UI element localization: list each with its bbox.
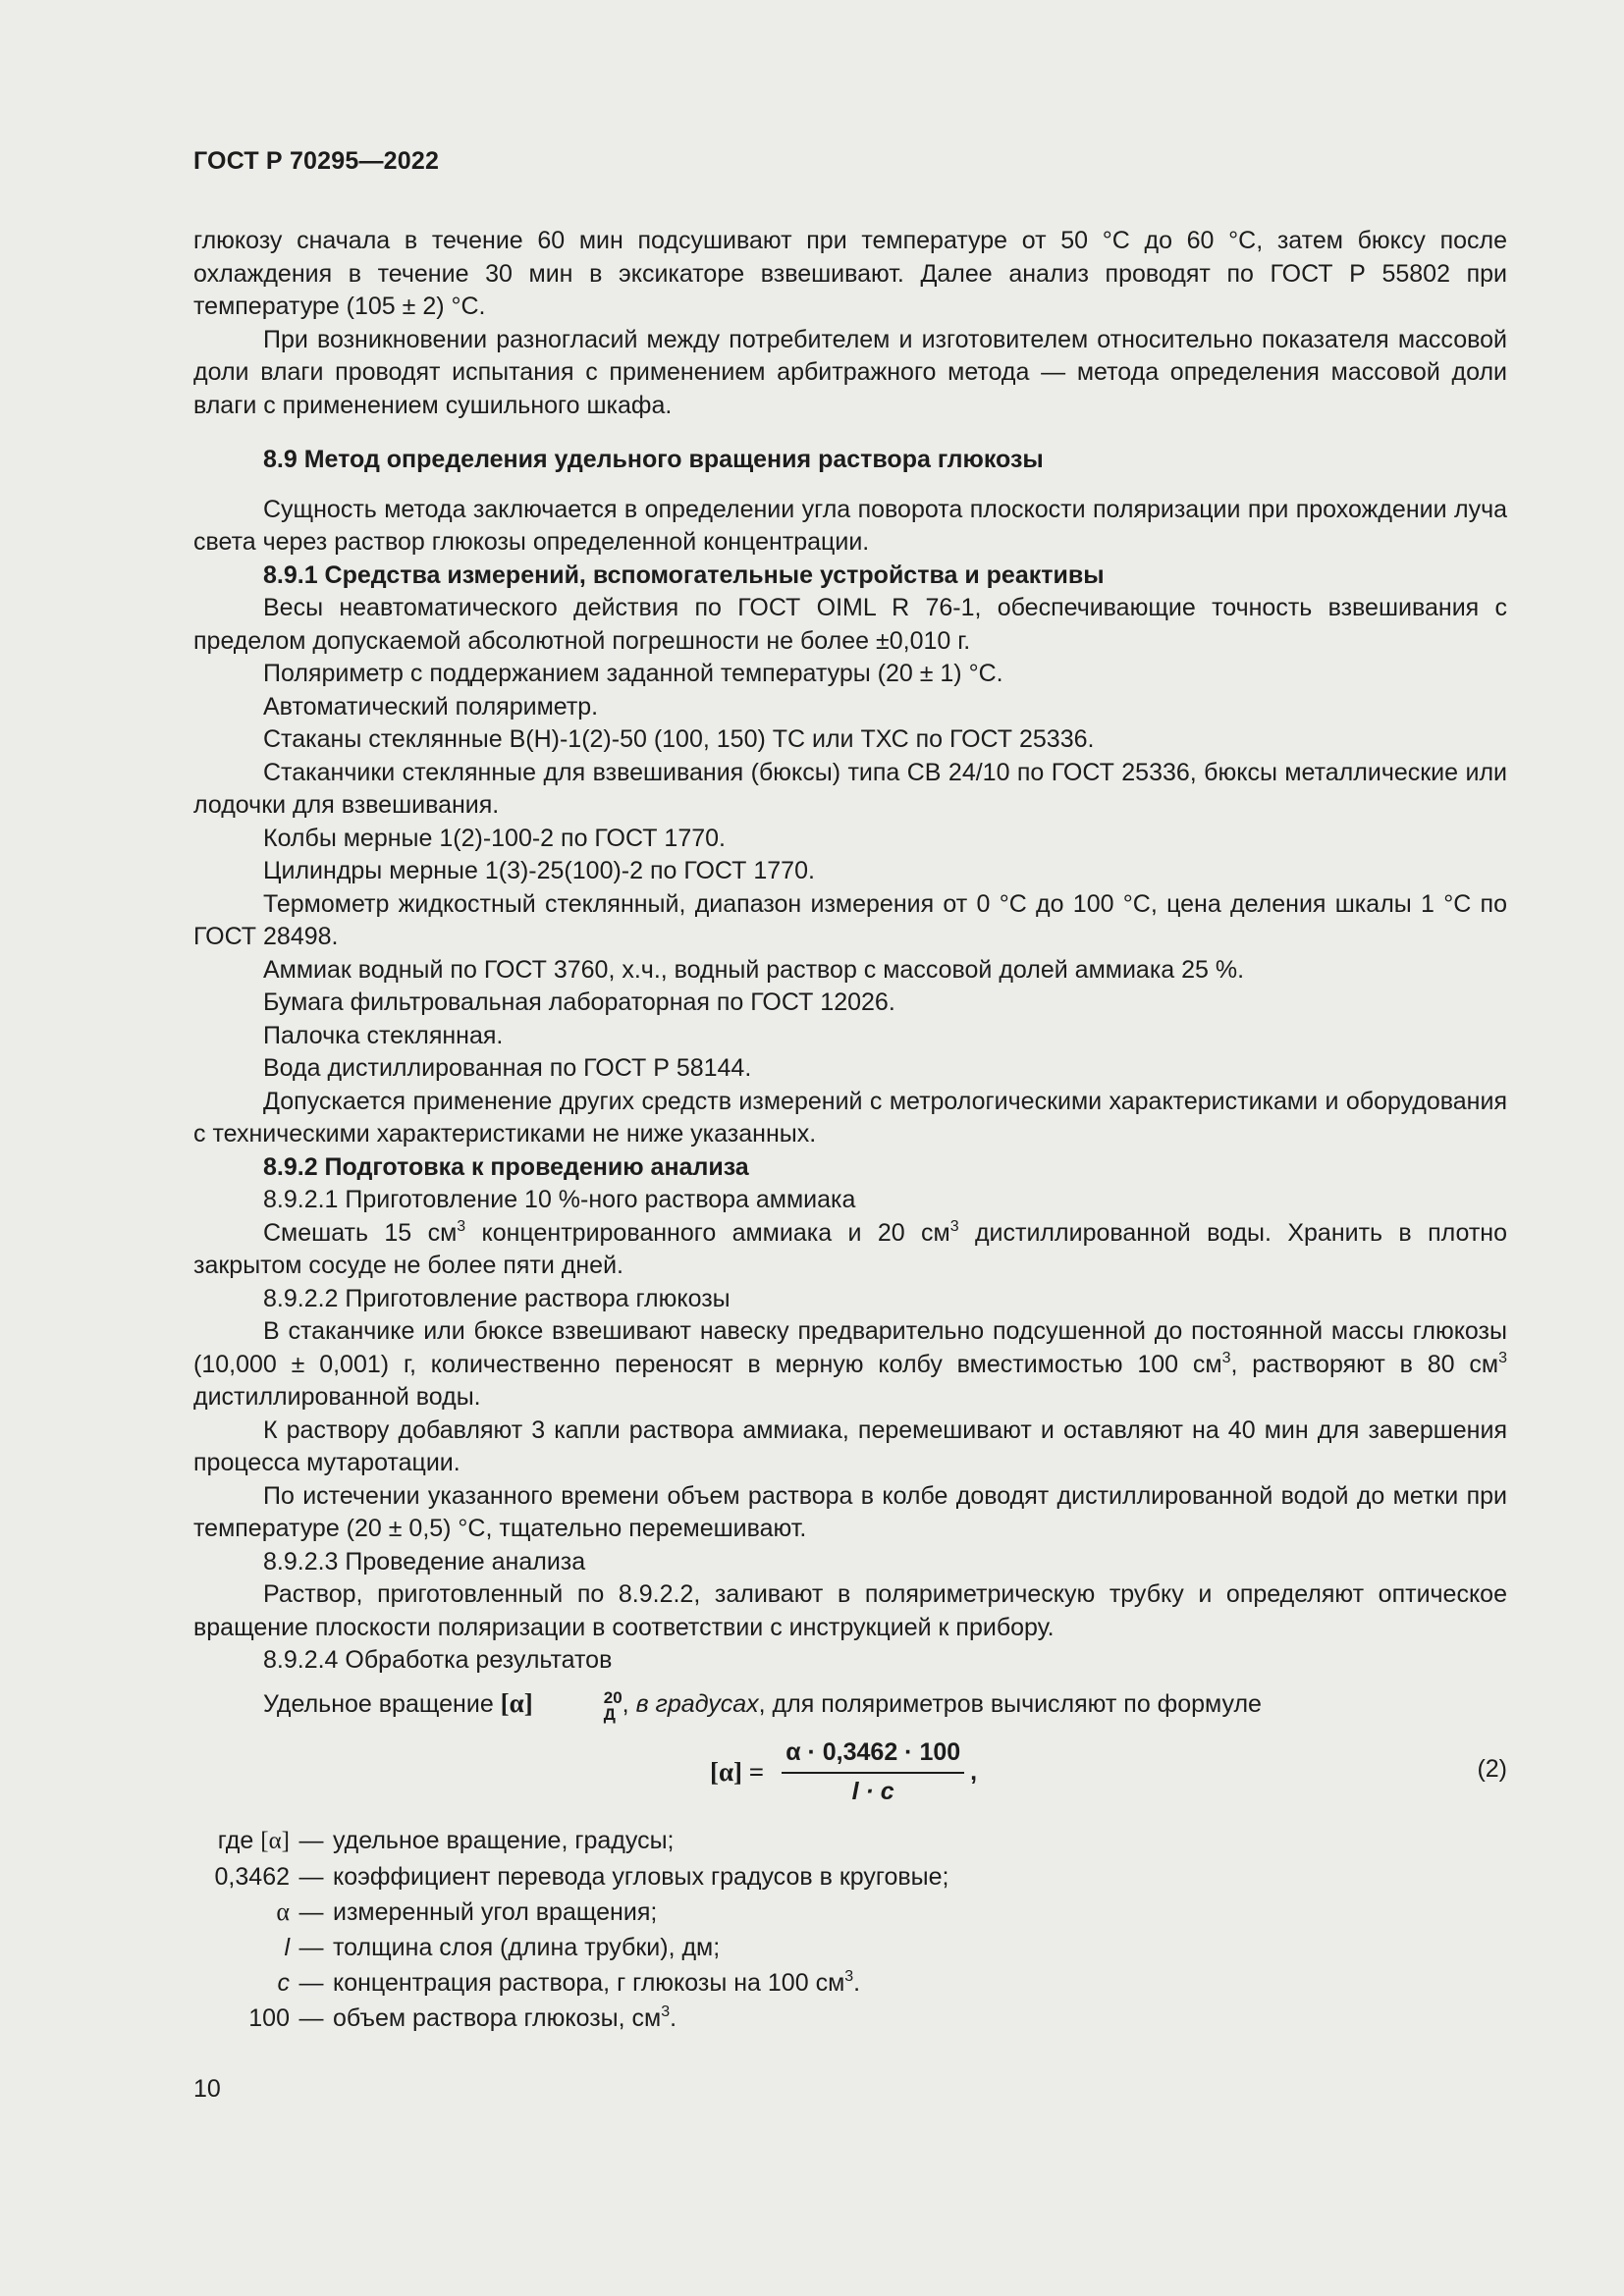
list-item: Бумага фильтровальная лабораторная по ГОСТ 12026. xyxy=(263,988,895,1016)
paragraph: При возникновении разногласий между потребителем и изготовителем относительно показателя массовой доли влаги проводят испытания с применением арбитражного метода — метода определения массовой доли влаги с применением сушильного шкафа. xyxy=(193,325,1507,419)
formula-block xyxy=(193,1736,1507,1803)
formula xyxy=(710,1736,977,1809)
list-item: Палочка стеклянная. xyxy=(263,1021,504,1049)
paragraph: Смешать 15 $см^3$ концентрированного аммиака и 20 $см^3$ дистиллированной воды. Хранить в плотно закрытом сосуде не более пяти дней. xyxy=(193,1217,1507,1279)
legend-description: толщина слоя (длина трубки), дм; xyxy=(333,1933,721,1961)
standard-designation: ГОСТ Р 70295—2022 xyxy=(193,147,440,175)
legend-description: концентрация раствора, г глюкозы на 100 $см^3$. xyxy=(333,1967,861,1997)
list-item: Весы неавтоматического действия по ГОСТ OIML R 76-1, обеспечивающие точность взвешивания с пределом допускаемой абсолютной погрешности не более ±0,010 г. xyxy=(193,594,1507,655)
list-item: Колбы мерные 1(2)-100-2 по ГОСТ 1770. xyxy=(263,824,726,852)
legend-row: c — концентрация раствора, г глюкозы на 100 $см^3$. xyxy=(193,1965,1507,2001)
formula-legend xyxy=(193,1823,1507,2036)
legend-symbol: l xyxy=(284,1933,290,1961)
formula-number: (2) xyxy=(1477,1754,1507,1783)
legend-symbol: 100 xyxy=(248,2003,290,2032)
subsection-heading-8-9-2-1: 8.9.2.1 Приготовление 10 %-ного раствора аммиака xyxy=(263,1186,856,1213)
legend-description: удельное вращение, градусы; xyxy=(333,1826,675,1854)
paragraph: глюкозу сначала в течение 60 мин подсушивают при температуре от 50 °С до 60 °С, затем бюксу после охлаждения в течение 30 мин в эксикаторе взвешивают. Далее анализ проводят по ГОСТ Р 55802 при температуре (105 ± 2) °С. xyxy=(193,227,1507,320)
legend-row: l — толщина слоя (длина трубки), дм; xyxy=(193,1930,1507,1965)
legend-row: где [α] — удельное вращение, градусы; xyxy=(193,1823,1507,1859)
legend-description: объем раствора глюкозы, $см^3$. xyxy=(333,2002,677,2032)
formula-lhs: [α] = xyxy=(710,1756,765,1787)
section-heading-8-9-2: 8.9.2 Подготовка к проведению анализа xyxy=(263,1152,749,1181)
legend-row: 100 — объем раствора глюкозы, $см^3$. xyxy=(193,2001,1507,2036)
paragraph: По истечении указанного времени объем раствора в колбе доводят дистиллированной водой до метки при температуре (20 ± 0,5) °С, тщательно перемешивают. xyxy=(193,1481,1507,1542)
legend-symbol: c xyxy=(277,1968,290,1997)
legend-symbol: 0,3462 xyxy=(214,1862,290,1891)
legend-symbol: где [α] xyxy=(217,1826,290,1854)
page-number: 10 xyxy=(193,2075,221,2103)
list-item: Цилиндры мерные 1(3)-25(100)-2 по ГОСТ 1770. xyxy=(263,857,815,884)
list-item: Автоматический поляриметр. xyxy=(263,692,599,721)
list-item: Поляриметр с поддержанием заданной температуры (20 ± 1) °С. xyxy=(263,660,1003,687)
paragraph: В стаканчике или бюксе взвешивают навеску предварительно подсушенной до постоянной массы глюкозы (10,000 ± 0,001) г, количественно переносят в мерную колбу вместимостью 100 $см^3$, растворяют в 80 $см^3$ дистиллированной воды. xyxy=(193,1317,1507,1411)
section-heading-8-9: 8.9 Метод определения удельного вращения раствора глюкозы xyxy=(263,446,1044,473)
list-item: Аммиак водный по ГОСТ 3760, х.ч., водный раствор с массовой долей аммиака 25 %. xyxy=(263,955,1245,984)
legend-description: коэффициент перевода угловых градусов в круговые; xyxy=(333,1862,949,1891)
formula-trailing: , xyxy=(970,1757,978,1786)
legend-description: измеренный угол вращения; xyxy=(333,1897,658,1926)
list-item: Стаканы стеклянные В(Н)-1(2)-50 (100, 150) ТС или ТХС по ГОСТ 25336. xyxy=(263,725,1095,753)
legend-symbol: α xyxy=(276,1896,290,1926)
formula-numerator: α · 0,3462 · 100 xyxy=(782,1736,964,1775)
section-heading-8-9-1: 8.9.1 Средства измерений, вспомогательные устройства и реактивы xyxy=(263,561,1105,589)
list-item: Термометр жидкостный стеклянный, диапазон измерения от 0 °С до 100 °С, цена деления шкалы 1 °С по ГОСТ 28498. xyxy=(193,889,1507,950)
formula-fraction xyxy=(782,1736,964,1809)
formula-denominator: l · c xyxy=(851,1778,894,1805)
paragraph: Допускается применение других средств измерений с метрологическими характеристиками и оборудования с техническими характеристиками не ниже указанных. xyxy=(193,1087,1507,1148)
paragraph: К раствору добавляют 3 капли раствора аммиака, перемешивают и оставляют на 40 мин для завершения процесса мутаротации. xyxy=(193,1415,1507,1476)
legend-row: α — измеренный угол вращения; xyxy=(193,1895,1507,1930)
paragraph: Сущность метода заключается в определении угла поворота плоскости поляризации при прохождении луча света через раствор глюкозы определенной концентрации. xyxy=(193,495,1507,556)
paragraph: Удельное вращение [α] 20 Д , в градусах, для поляриметров вычисляют по формуле xyxy=(263,1687,1262,1724)
subsection-heading-8-9-2-4: 8.9.2.4 Обработка результатов xyxy=(263,1646,613,1674)
list-item: Вода дистиллированная по ГОСТ Р 58144. xyxy=(263,1054,752,1082)
page-body xyxy=(193,225,1507,2036)
subsection-heading-8-9-2-3: 8.9.2.3 Проведение анализа xyxy=(263,1547,586,1575)
legend-row: 0,3462 — коэффициент перевода угловых градусов в круговые; xyxy=(193,1859,1507,1895)
list-item: Стаканчики стеклянные для взвешивания (бюксы) типа СВ 24/10 по ГОСТ 25336, бюксы металлические или лодочки для взвешивания. xyxy=(193,758,1507,819)
paragraph: Раствор, приготовленный по 8.9.2.2, заливают в поляриметрическую трубку и определяют оптическое вращение плоскости поляризации в соответствии с инструкцией к прибору. xyxy=(193,1580,1507,1641)
subsection-heading-8-9-2-2: 8.9.2.2 Приготовление раствора глюкозы xyxy=(263,1284,731,1312)
